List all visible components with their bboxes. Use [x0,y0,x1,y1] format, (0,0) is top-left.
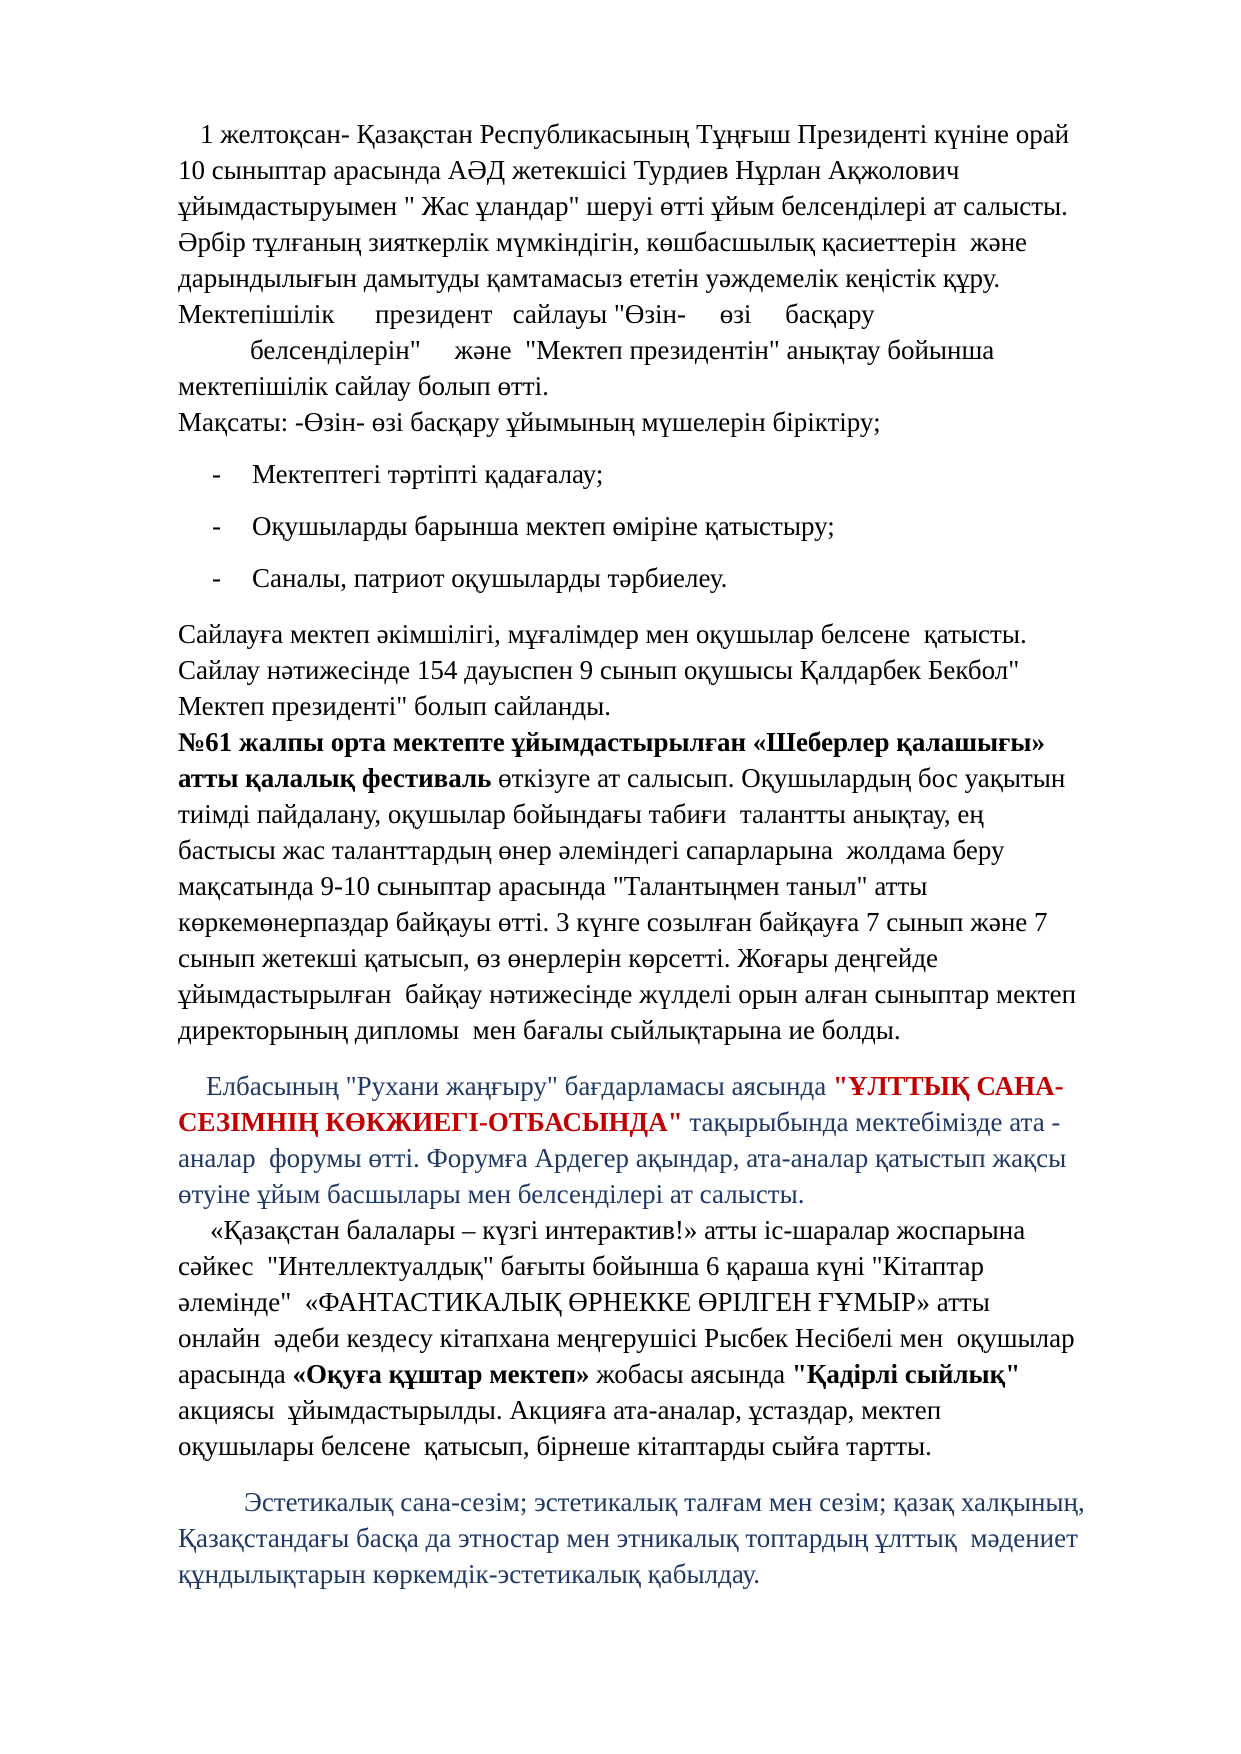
paragraph-3-line-1: №61 жалпы орта мектепте ұйымдастырылған «Шеберлер қалашығы» [178,727,1045,757]
paragraph-5-line-3: әлемінде" «ФАНТАСТИКАЛЫҚ ӨРНЕККЕ ӨРІЛГЕН ҒҰМЫР» атты [178,1287,990,1317]
paragraph-4-line-2-rest: тақырыбында мектебімізде ата - [682,1107,1061,1137]
paragraph-3-line-4: бастысы жас таланттардың өнер әлеміндегі сапарларына жолдама беру [178,835,1005,865]
festival-name: атты қалалық фестиваль [178,763,492,793]
paragraph-1-line-9: Мақсаты: -Өзін- өзі басқару ұйымының мүшелерін біріктіру; [178,407,881,437]
paragraph-3-line-5: мақсатында 9-10 сыныптар арасында "Талантыңмен таныл" атты [178,871,928,901]
paragraph-3-line-9: директорының дипломы мен бағалы сыйлықтарына ие болды. [178,1015,901,1045]
paragraph-3-line-6: көркемөнерпаздар байқауы өтті. 3 күнге созылған байқауға 7 сынып және 7 [178,907,1048,937]
paragraph-2-line-2: Сайлау нәтижесінде 154 дауыспен 9 сынып оқушысы Қалдарбек Бекбол" [178,655,1020,685]
list-dash: - [212,459,221,489]
list-item-text: Саналы, патриот оқушыларды тәрбиелеу. [252,563,728,593]
paragraph-5-line-6: акциясы ұйымдастырылды. Акцияға ата-аналар, ұстаздар, мектеп [178,1395,942,1425]
list-item-text: Оқушыларды барынша мектеп өміріне қатыстыру; [252,511,835,541]
paragraph-5-line-1: «Қазақстан балалары – күзгі интерактив!» атты іс-шаралар жоспарына [210,1215,1026,1245]
forum-title-part-2: СЕЗІМНІҢ КӨКЖИЕГІ-ОТБАСЫНДА" [178,1107,683,1137]
paragraph-1-line-2: 10 сыныптар арасында АӘД жетекшісі Турдиев Нұрлан Ақжолович [178,155,960,185]
paragraph-4-line-1-text: Елбасының "Рухани жаңғыру" бағдарламасы аясында [206,1071,833,1101]
paragraph-3-line-2 [178,760,1065,796]
paragraph-1-line-4: Әрбір тұлғаның зияткерлік мүмкіндігін, көшбасшылық қасиеттерін және [178,227,1028,257]
forum-title-part-1: "ҰЛТТЫҚ САНА- [832,1071,1064,1101]
paragraph-4-line-1 [206,1068,1064,1104]
paragraph-1-line-1: 1 желтоқсан- Қазақстан Республикасының Тұңғыш Президенті күніне орай [200,119,1070,149]
paragraph-6-line-2: Қазақстандағы басқа да этностар мен этникалық топтардың ұлттық мәдениет [178,1523,1078,1553]
paragraph-5-line-5-pre: арасында [178,1359,293,1389]
paragraph-4-line-4: өтуіне ұйым басшылары мен белсенділері ат салысты. [178,1179,805,1209]
campaign-name: "Қадірлі сыйлық" [791,1359,1021,1389]
paragraph-1-line-3: ұйымдастыруымен " Жас ұландар" шеруі өтті ұйым белсенділері ат салысты. [178,191,1068,221]
paragraph-1-line-5: дарындылығын дамытуды қамтамасыз ететін уәждемелік кеңістік құру. [178,263,1001,293]
paragraph-5-line-5-mid: жобасы аясында [589,1359,792,1389]
paragraph-4-line-3: аналар форумы өтті. Форумға Ардегер ақындар, ата-аналар қатыстып жақсы [178,1143,1067,1173]
paragraph-1-line-7: белсенділерін" және "Мектеп президентін" анықтау бойынша [250,335,995,365]
paragraph-3-line-7: сынып жетекші қатысып, өз өнерлерін көрсетті. Жоғары деңгейде [178,943,939,973]
paragraph-2-line-1: Сайлауға мектеп әкімшілігі, мұғалімдер мен оқушылар белсене қатысты. [178,619,1027,649]
paragraph-5-line-4: онлайн әдеби кездесу кітапхана меңгерушісі Рысбек Несібелі мен оқушылар [178,1323,1075,1353]
list-item-text: Мектептегі тәртіпті қадағалау; [252,459,604,489]
paragraph-4-line-2 [178,1104,1060,1140]
paragraph-2-line-3: Мектеп президенті" болып сайланды. [178,691,611,721]
paragraph-6-line-1: Эстетикалық сана-сезім; эстетикалық талғам мен сезім; қазақ халқының, [244,1487,1085,1517]
paragraph-5-line-2: сәйкес "Интеллектуалдық" бағыты бойынша 6 қараша күні "Кітаптар [178,1251,984,1281]
paragraph-6-line-3: құндылықтарын көркемдік-эстетикалық қабылдау. [178,1559,760,1589]
paragraph-5-line-5 [178,1356,1020,1392]
paragraph-1-line-6: Мектепішілік президент сайлауы "Өзін- өзі басқару [178,299,875,329]
project-name: «Оқуға құштар мектеп» [292,1359,590,1389]
paragraph-5-line-7: оқушылары белсене қатысып, бірнеше кітаптарды сыйға тартты. [178,1431,932,1461]
paragraph-3-line-2-rest: өткізуге ат салысып. Оқушылардың бос уақытын [491,763,1066,793]
paragraph-1-line-8: мектепішілік сайлау болып өтті. [178,371,549,401]
list-dash: - [212,563,221,593]
paragraph-3-line-3: тиімді пайдалану, оқушылар бойындағы табиғи талантты анықтау, ең [178,799,984,829]
paragraph-3-line-8: ұйымдастырылған байқау нәтижесінде жүлделі орын алған сыныптар мектеп [178,979,1077,1009]
list-dash: - [212,511,221,541]
